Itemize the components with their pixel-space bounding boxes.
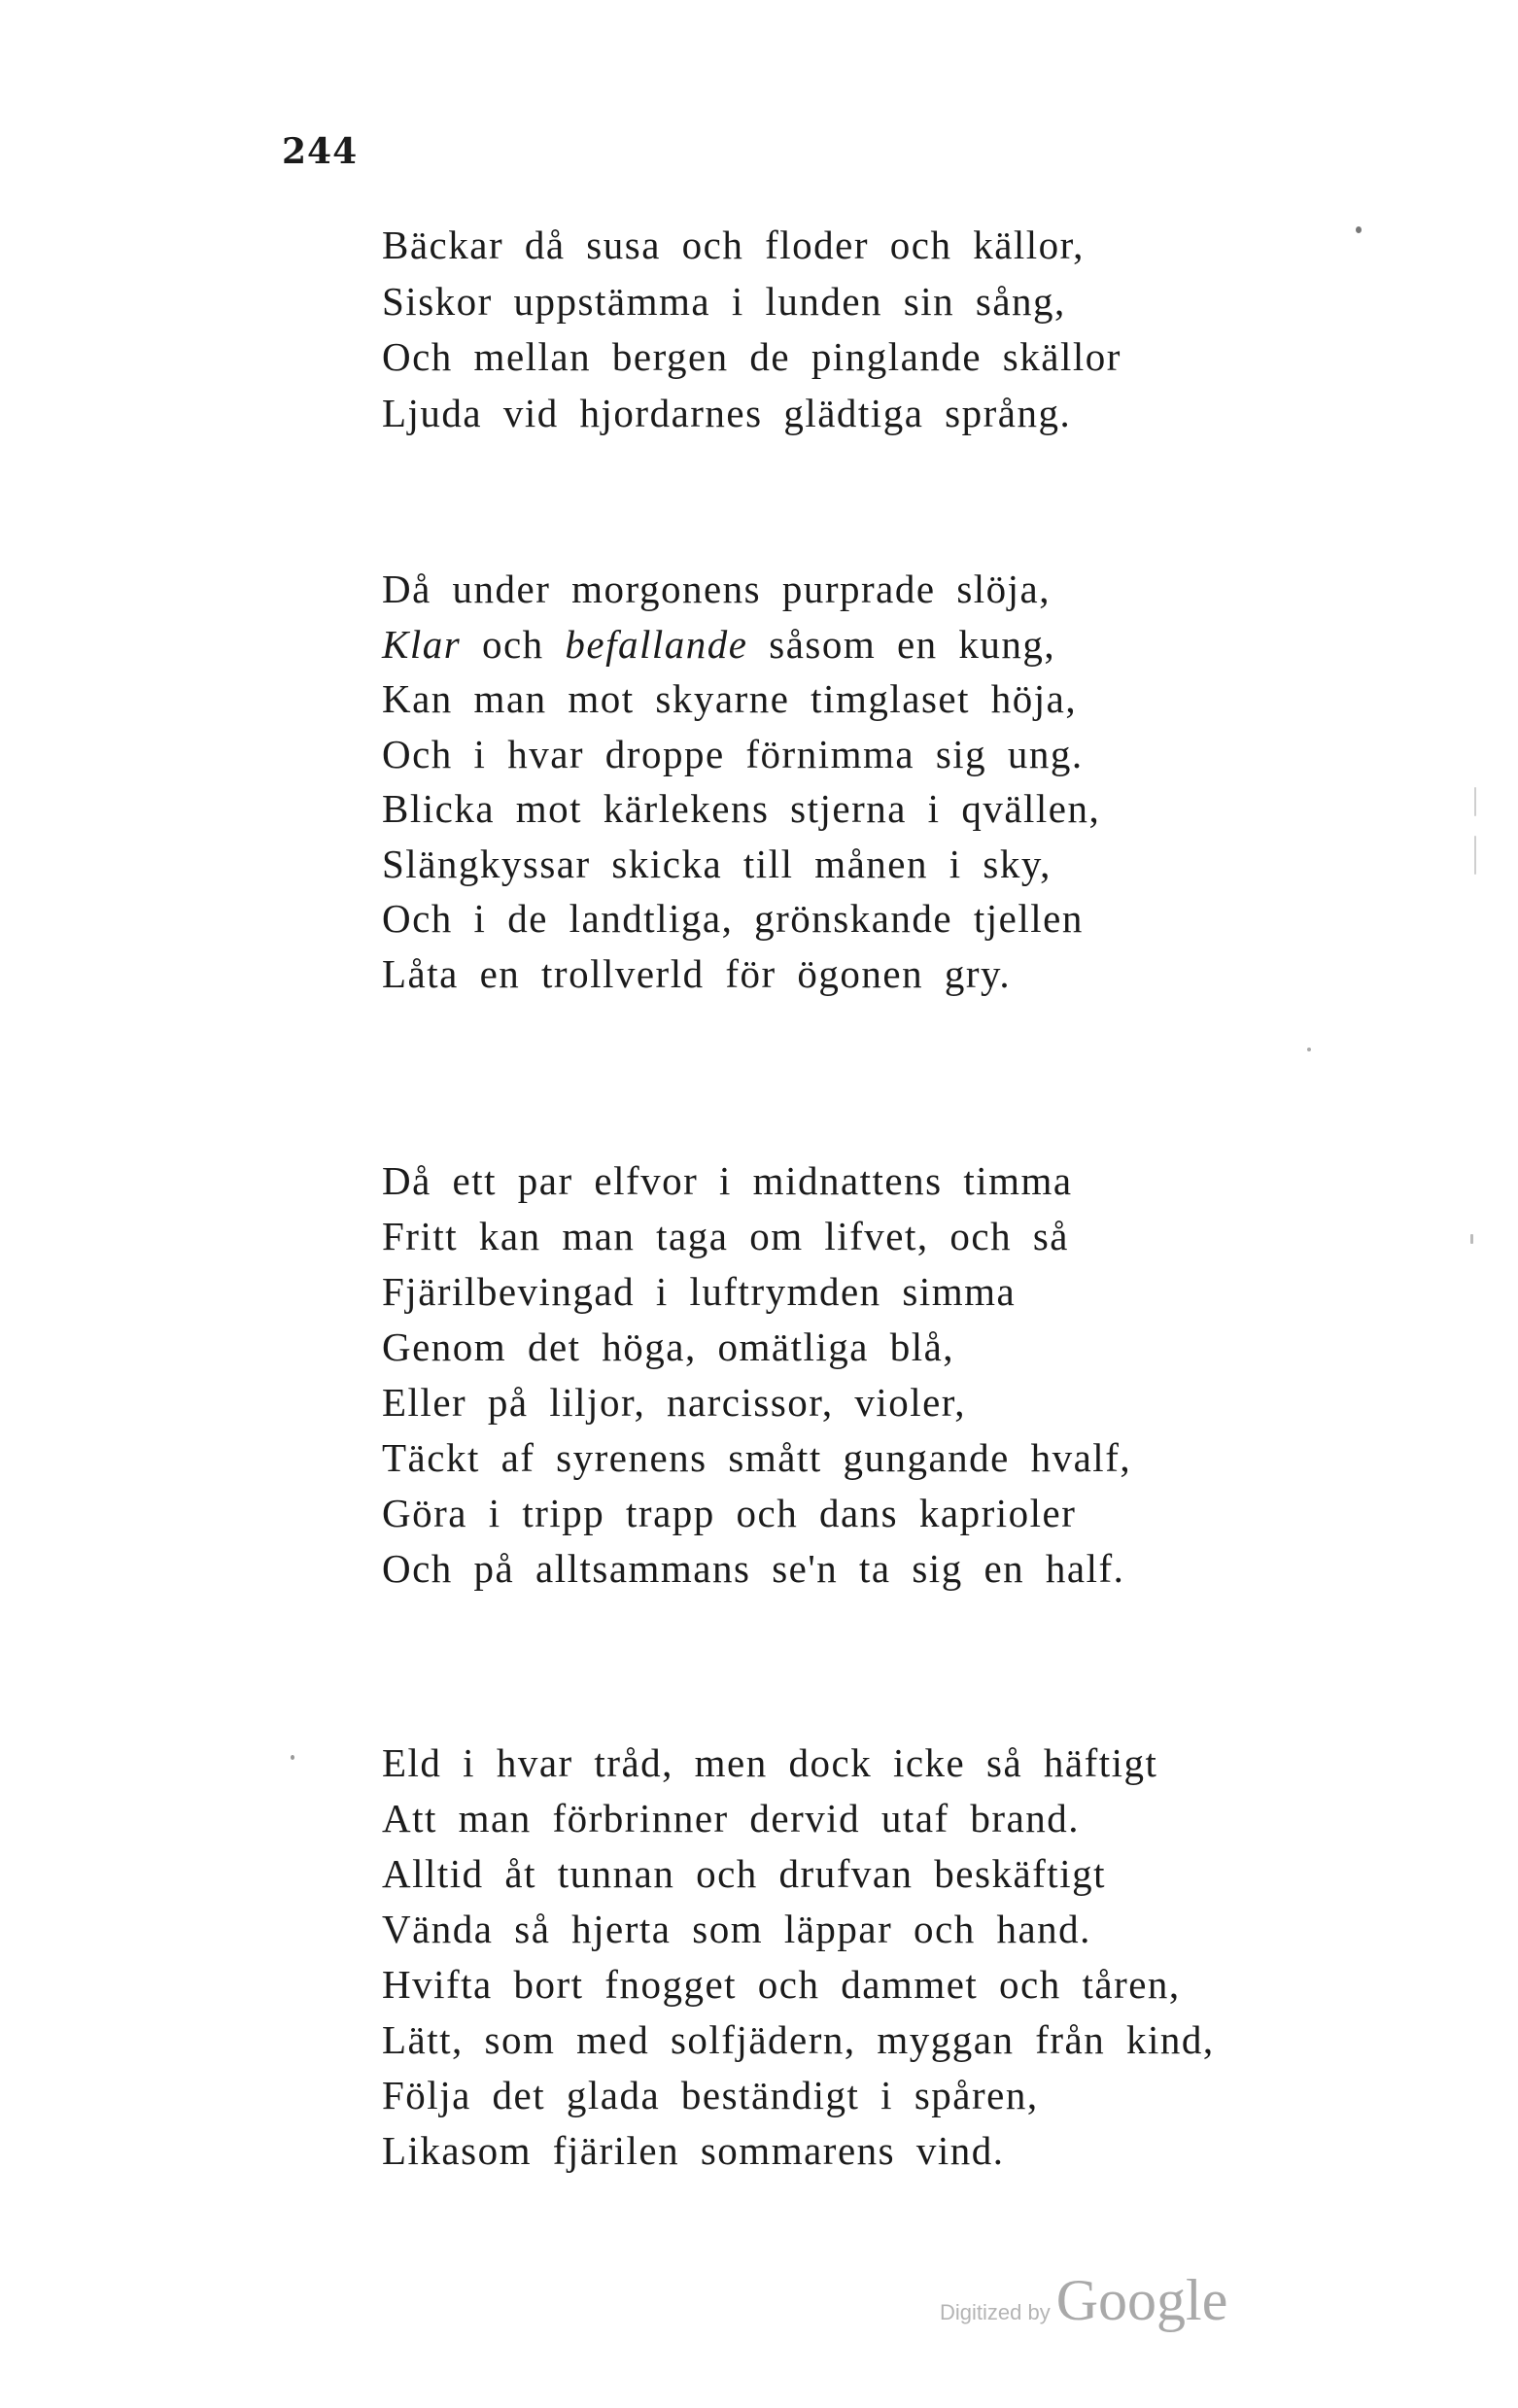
- page-number: 244: [282, 131, 359, 172]
- ink-speck: [1474, 836, 1476, 875]
- verse-line: Likasom fjärilen sommarens vind.: [382, 2128, 1005, 2173]
- verse-line: Göra i tripp trapp och dans kaprioler: [382, 1491, 1077, 1535]
- verse-line: Och mellan bergen de pinglande skällor: [382, 334, 1121, 379]
- verse-line: Alltid åt tunnan och drufvan beskäftigt: [382, 1851, 1106, 1896]
- google-logo: Google: [1055, 2268, 1228, 2332]
- verse-text: och: [461, 621, 566, 667]
- verse-line: Och i hvar droppe förnimma sig ung.: [382, 731, 1084, 776]
- verse-line: Eld i hvar tråd, men dock icke så häftigt: [382, 1740, 1158, 1785]
- verse-text: såsom en kung,: [747, 621, 1056, 667]
- ink-speck: [1474, 787, 1476, 816]
- verse-line: Slängkyssar skicka till månen i sky,: [382, 841, 1052, 886]
- verse-line: Bäckar då susa och floder och källor,: [382, 223, 1085, 267]
- italic-word: befallande: [565, 621, 748, 667]
- verse-line: Då under morgonens purprade slöja,: [382, 567, 1052, 611]
- stanza-1: [382, 218, 1354, 441]
- ink-speck: [1356, 226, 1362, 233]
- verse-line: Och på alltsammans se'n ta sig en half.: [382, 1546, 1125, 1591]
- verse-line: Blicka mot kärlekens stjerna i qvällen,: [382, 786, 1101, 831]
- verse-line: Ljuda vid hjordarnes glädtiga språng.: [382, 390, 1072, 435]
- verse-line: Kan man mot skyarne timglaset höja,: [382, 676, 1078, 721]
- ink-speck: [1307, 1048, 1311, 1051]
- italic-word: Klar: [382, 621, 462, 667]
- verse-line: Följa det glada beständigt i spåren,: [382, 2073, 1039, 2117]
- verse-line: Vända så hjerta som läppar och hand.: [382, 1907, 1091, 1951]
- digitized-by-google-watermark: [940, 2267, 1227, 2334]
- verse-line: Siskor uppstämma i lunden sin sång,: [382, 278, 1066, 324]
- verse-line: Täckt af syrenens smått gungande hvalf,: [382, 1435, 1132, 1480]
- verse-line: Fritt kan man taga om lifvet, och så: [382, 1214, 1069, 1258]
- verse-line: Eller på liljor, narcissor, violer,: [382, 1380, 967, 1425]
- verse-line: Att man förbrinner dervid utaf brand.: [382, 1796, 1081, 1840]
- verse-line: Då ett par elfvor i midnattens timma: [382, 1158, 1073, 1203]
- verse-line: Hvifta bort fnogget och dammet och tåren,: [382, 1962, 1181, 2007]
- verse-line: Genom det höga, omätliga blå,: [382, 1324, 955, 1369]
- watermark-prefix: Digitized by: [940, 2300, 1051, 2324]
- ink-speck: [291, 1755, 294, 1760]
- verse-line: [382, 617, 1354, 672]
- verse-line: Och i de landtliga, grönskande tjellen: [382, 896, 1084, 941]
- ink-speck: [1470, 1234, 1473, 1244]
- stanza-2: [382, 562, 1354, 1001]
- verse-line: Fjärilbevingad i luftrymden simma: [382, 1269, 1017, 1314]
- verse-line: Låta en trollverld för ögonen gry.: [382, 950, 1012, 996]
- verse-line: Lätt, som med solfjädern, myggan från kind,: [382, 2017, 1215, 2062]
- stanza-3: [382, 1153, 1354, 1597]
- stanza-4: [382, 1736, 1354, 2179]
